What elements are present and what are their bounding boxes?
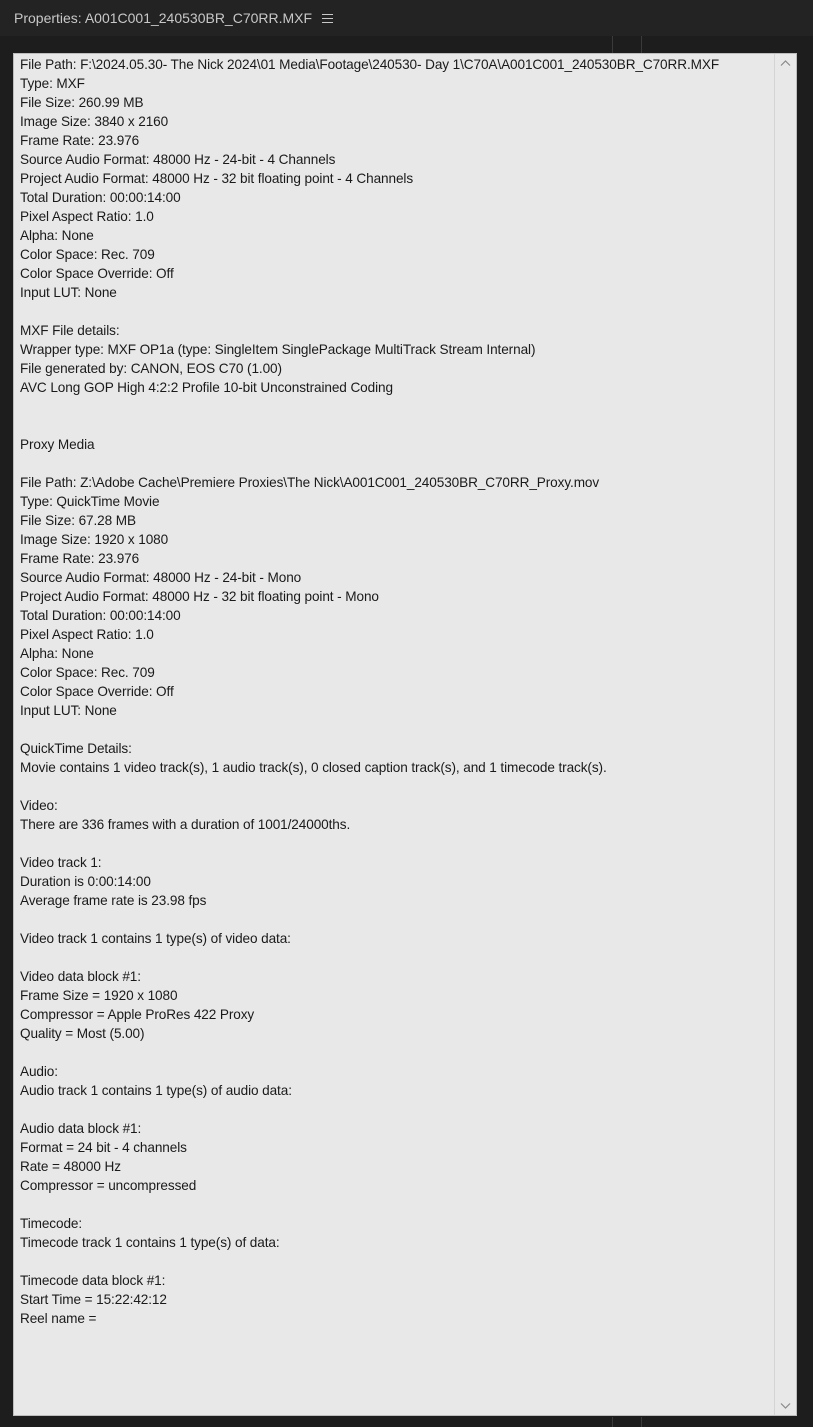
property-line: MXF File details: xyxy=(20,323,120,338)
property-line: Input LUT: None xyxy=(20,285,117,300)
property-line: Alpha: None xyxy=(20,228,94,243)
blank-line xyxy=(20,720,774,739)
property-line: Timecode: xyxy=(20,1216,83,1231)
property-line: There are 336 frames with a duration of 1001/24000ths. xyxy=(20,817,351,832)
blank-line xyxy=(20,948,774,967)
property-line: Project Audio Format: 48000 Hz - 32 bit floating point - Mono xyxy=(20,589,379,604)
property-line: Video data block #1: xyxy=(20,969,141,984)
vertical-scrollbar[interactable] xyxy=(774,54,796,1415)
property-line: Pixel Aspect Ratio: 1.0 xyxy=(20,209,154,224)
properties-text[interactable] xyxy=(20,55,774,1415)
property-line: Audio: xyxy=(20,1064,58,1079)
property-line: Input LUT: None xyxy=(20,703,117,718)
property-line: Pixel Aspect Ratio: 1.0 xyxy=(20,627,154,642)
blank-line xyxy=(20,397,774,416)
blank-line xyxy=(20,1195,774,1214)
blank-line xyxy=(20,834,774,853)
property-line: Duration is 0:00:14:00 xyxy=(20,874,151,889)
properties-content[interactable] xyxy=(13,53,797,1416)
property-line: Timecode track 1 contains 1 type(s) of data: xyxy=(20,1235,280,1250)
property-line: File Size: 260.99 MB xyxy=(20,95,144,110)
property-line: AVC Long GOP High 4:2:2 Profile 10-bit Unconstrained Coding xyxy=(20,380,393,395)
property-line: File Size: 67.28 MB xyxy=(20,513,136,528)
property-line: Reel name = xyxy=(20,1311,97,1326)
property-line: Total Duration: 00:00:14:00 xyxy=(20,190,181,205)
property-line: Rate = 48000 Hz xyxy=(20,1159,121,1174)
property-line: Start Time = 15:22:42:12 xyxy=(20,1292,167,1307)
property-line: Color Space Override: Off xyxy=(20,684,174,699)
panel-header xyxy=(0,0,813,36)
property-line: Timecode data block #1: xyxy=(20,1273,166,1288)
property-line: Frame Rate: 23.976 xyxy=(20,133,140,148)
property-line: Frame Size = 1920 x 1080 xyxy=(20,988,178,1003)
blank-line xyxy=(20,1252,774,1271)
property-line: Format = 24 bit - 4 channels xyxy=(20,1140,187,1155)
property-line: File generated by: CANON, EOS C70 (1.00) xyxy=(20,361,282,376)
blank-line xyxy=(20,910,774,929)
property-line: Source Audio Format: 48000 Hz - 24-bit - Mono xyxy=(20,570,302,585)
blank-line xyxy=(20,1043,774,1062)
property-line: File Path: F:\2024.05.30- The Nick 2024\01 Media\Footage\240530- Day 1\C70A\A001C001_240530BR_C70RR.MXF xyxy=(20,57,720,72)
blank-line xyxy=(20,777,774,796)
scroll-up-arrow-icon[interactable] xyxy=(780,58,791,69)
property-line: Compressor = Apple ProRes 422 Proxy xyxy=(20,1007,255,1022)
property-line: Wrapper type: MXF OP1a (type: SingleItem SinglePackage MultiTrack Stream Internal) xyxy=(20,342,536,357)
property-line: Audio data block #1: xyxy=(20,1121,142,1136)
property-line: Frame Rate: 23.976 xyxy=(20,551,140,566)
property-line: Type: MXF xyxy=(20,76,85,91)
property-line: QuickTime Details: xyxy=(20,741,132,756)
property-line: Alpha: None xyxy=(20,646,94,661)
blank-line xyxy=(20,416,774,435)
property-line: Project Audio Format: 48000 Hz - 32 bit floating point - 4 Channels xyxy=(20,171,414,186)
property-line: Video track 1 contains 1 type(s) of video data: xyxy=(20,931,291,946)
blank-line xyxy=(20,302,774,321)
property-line: Compressor = uncompressed xyxy=(20,1178,197,1193)
property-line: Quality = Most (5.00) xyxy=(20,1026,145,1041)
scroll-down-arrow-icon[interactable] xyxy=(780,1400,791,1411)
hamburger-menu-icon[interactable] xyxy=(322,13,334,23)
property-line: Total Duration: 00:00:14:00 xyxy=(20,608,181,623)
blank-line xyxy=(20,1100,774,1119)
property-line: File Path: Z:\Adobe Cache\Premiere Proxies\The Nick\A001C001_240530BR_C70RR_Proxy.mov xyxy=(20,475,600,490)
property-line: Color Space: Rec. 709 xyxy=(20,247,155,262)
property-line: Video track 1: xyxy=(20,855,102,870)
blank-line xyxy=(20,454,774,473)
property-line: Average frame rate is 23.98 fps xyxy=(20,893,207,908)
property-line: Proxy Media xyxy=(20,437,95,452)
property-line: Audio track 1 contains 1 type(s) of audio data: xyxy=(20,1083,292,1098)
property-line: Color Space: Rec. 709 xyxy=(20,665,155,680)
panel-title: Properties: A001C001_240530BR_C70RR.MXF xyxy=(14,10,313,26)
property-line: Type: QuickTime Movie xyxy=(20,494,160,509)
property-line: Source Audio Format: 48000 Hz - 24-bit - 4 Channels xyxy=(20,152,336,167)
property-line: Color Space Override: Off xyxy=(20,266,174,281)
property-line: Image Size: 3840 x 2160 xyxy=(20,114,169,129)
property-line: Image Size: 1920 x 1080 xyxy=(20,532,169,547)
property-line: Video: xyxy=(20,798,58,813)
property-line: Movie contains 1 video track(s), 1 audio track(s), 0 closed caption track(s), and 1 timecode track(s). xyxy=(20,760,607,775)
